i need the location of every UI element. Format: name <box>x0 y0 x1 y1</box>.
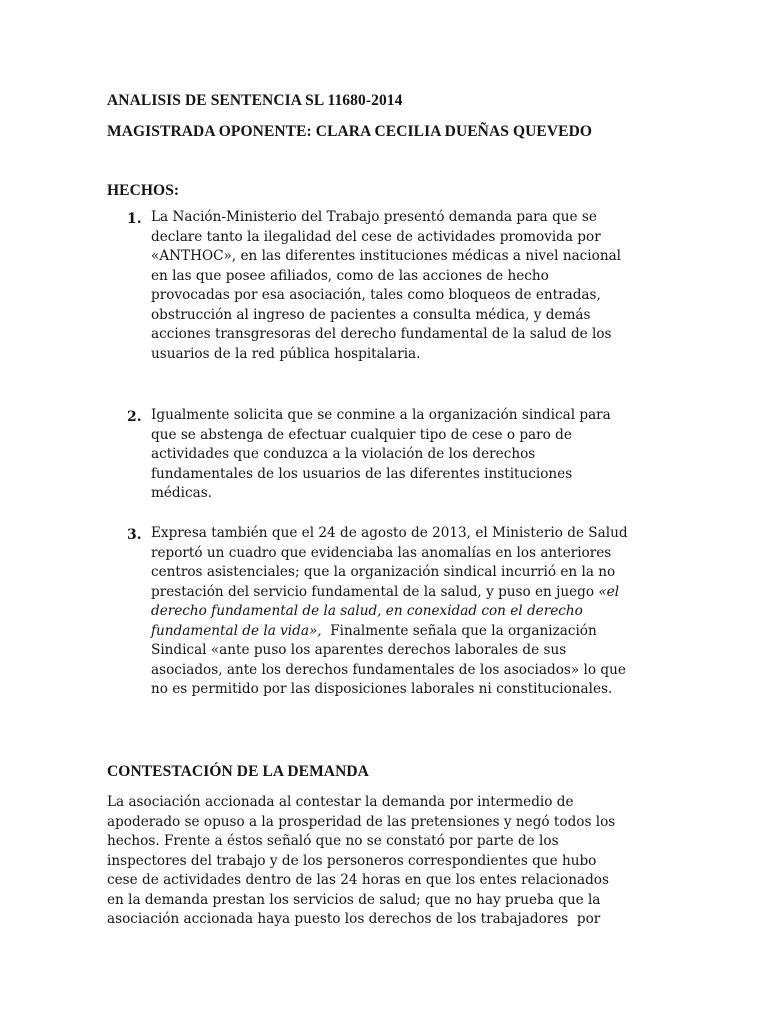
text-line <box>151 602 671 622</box>
contestacion-paragraph <box>107 793 667 930</box>
list-number: 2. <box>127 409 142 425</box>
text-line: no es permitido por las disposiciones laborales ni constitucionales. <box>151 681 613 697</box>
text-line: apoderado se opuso a la prosperidad de las pretensiones y negó todos los <box>107 813 616 830</box>
italic-quote: derecho fundamental de la salud, en conexidad con el derecho <box>151 603 583 619</box>
text-line: que se abstenga de efectuar cualquier tipo de cese o paro de <box>151 426 572 443</box>
text-line: Expresa también que el 24 de agosto de 2013, el Ministerio de Salud <box>151 525 628 541</box>
text-line: cese de actividades dentro de las 24 horas en que los entes relacionados <box>107 872 609 888</box>
text-line: fundamentales de los usuarios de las diferentes instituciones <box>151 465 573 482</box>
text-line: Igualmente solicita que se conmine a la organización sindical para <box>151 407 611 423</box>
hechos-heading: HECHOS: <box>107 182 180 199</box>
text-line: hechos. Frente a éstos señaló que no se constató por parte de los <box>107 833 559 849</box>
text-fragment: prestación del servicio fundamental de la salud, y puso en juego <box>151 583 599 600</box>
text-line: centros asistenciales; que la organización sindical incurrió en la no <box>151 564 616 580</box>
hechos-item-1 <box>151 208 671 364</box>
text-line: reportó un cuadro que evidenciaba las anomalías en los anteriores <box>151 544 612 561</box>
text-line: asociación accionada haya puesto los derechos de los trabajadores por <box>107 911 601 927</box>
text-line: La asociación accionada al contestar la demanda por intermedio de <box>107 794 574 810</box>
italic-quote: «el <box>598 583 620 600</box>
text-line: «ANTHOC», en las diferentes instituciones médicas a nivel nacional <box>151 248 622 264</box>
contestacion-heading: CONTESTACIÓN DE LA DEMANDA <box>107 763 369 780</box>
text-line: médicas. <box>151 485 212 501</box>
italic-quote: fundamental de la vida», <box>151 622 322 639</box>
list-number: 3. <box>127 527 142 543</box>
text-line: La Nación-Ministerio del Trabajo presentó demanda para que se <box>151 209 597 225</box>
text-line: actividades que conduzca a la violación de los derechos <box>151 446 536 462</box>
text-line: declare tanto la ilegalidad del cese de actividades promovida por <box>151 228 601 245</box>
text-line: en las que posee afiliados, como de las acciones de hecho <box>151 267 549 284</box>
text-line: inspectores del trabajo y de los personeros correspondientes que hubo <box>107 852 597 869</box>
text-line: usuarios de la red pública hospitalaria. <box>151 345 421 362</box>
text-line: acciones transgresoras del derecho fundamental de la salud de los <box>151 326 612 342</box>
text-line: asociados, ante los derechos fundamentales de los asociados» lo que <box>151 661 626 678</box>
text-line: obstrucción al ingreso de pacientes a consulta médica, y demás <box>151 306 591 323</box>
text-line <box>151 583 671 603</box>
document-title: ANALISIS DE SENTENCIA SL 11680-2014 <box>107 92 403 109</box>
hechos-item-3 <box>151 524 671 700</box>
text-line: provocadas por esa asociación, tales como bloqueos de entradas, <box>151 287 601 303</box>
text-line <box>151 622 671 642</box>
hechos-item-2 <box>151 406 671 504</box>
text-line: en la demanda prestan los servicios de salud; que no hay prueba que la <box>107 891 601 908</box>
list-number: 1. <box>127 211 142 227</box>
text-fragment: Finalmente señala que la organización <box>321 622 597 639</box>
text-line: Sindical «ante puso los aparentes derechos laborales de sus <box>151 642 567 658</box>
magistrate-heading: MAGISTRADA OPONENTE: CLARA CECILIA DUEÑAS QUEVEDO <box>107 123 593 140</box>
